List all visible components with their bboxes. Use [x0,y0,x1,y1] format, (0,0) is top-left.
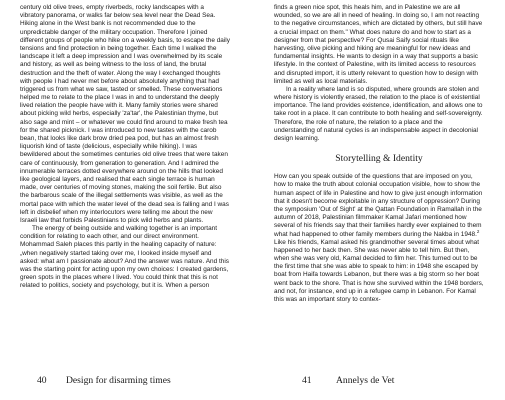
running-title: Design for disarming times [66,375,171,386]
body-paragraph: century old olive trees, empty riverbeds, rocky landscapes with a vibratory panorama, or walks far below sea level near the Dead Sea. Hiking alone in the West bank is not recommended due to the unpredictable danger of the military occupation. Therefore I joined different groups of people who hike on a weekly basis, to escape the daily tensions and find protection in being together. Each time I walked the landscape it left a deep impression and I was overwhelmed by its scale and history, as well as being witness to the loss of land, the brutal destruction and the theft of water. Along the way I exchanged thoughts with people I had never met before about absolutely anything that had triggered us from what we saw, tasted or smelled. These conversations helped me to relate to the place I was in and to understand the deeply lived relation the people have with it. Many family stories were shared about picking wild herbs, especially 'za'tar', the Palestinian thyme, but also sage and mint – or whatever we could find around to make fresh tea for the shared picknick. I was introduced to new tastes with the carob bean, that looks like dark brow dried pea pod, but has an almost fresh liquorish kind of taste (delicious, especially while hiking). I was bewildered about the sometimes centuries old olive trees that were taken care of continuously, from generation to generation. And I admired the innumerable terraces dotted everywhere around on the hills that looked like geological layers, and realised that each single terrace is human made, over centuries of moving stones, making the soil fertile. But also the barbarous scale of the illegal settlements was visible, as well as the mortal pace with which the water level of the dead sea is falling and I was left in disbelief when my interlocutors were telling me about the new Israeli law that forbids Palestinians to pick wild herbs and plants. [20,4,230,224]
page-number: 41 [302,375,312,386]
right-body-column [274,4,484,304]
page-number: 40 [37,375,47,386]
section-heading: Storytelling & Identity [335,153,423,165]
right-page [253,0,505,400]
body-paragraph: The energy of being outside and walking together is an important condition for relating to each other, and our direct environment. Mohammad Saleh places this partly in the healing capacity of nature: „when negatively started taking over me, I looked inside myself and asked: what am I passionate about? And the answer was nature. And this was the starting point for acting upon my own choices: I created gardens, green spots in the places where I lived. You could think that this is not related to politics, society and psychology, but it is. When a person [20,225,229,290]
left-body-column [20,4,230,291]
author-name: Annelys de Vet [336,375,395,386]
body-paragraph: In a reality where land is so disputed, where grounds are stolen and where history is violently erased, the relation to the place is of existential importance. The land provides existence, identification, and allows one to take root in a place. It can contribute to both healing and self-sovereignty. Therefore, the role of nature, the relation to a place and the understanding of natural cycles is an indispensable aspect in decolonial design learning. [274,85,483,142]
body-text: How can you speak outside of the questions that are imposed on you, how to make the truth about colonial occupation visible, how to show the human aspect of life in Palestine and how to give just enough information that it doesn't become exploitable in any structure of oppression? During the symposium 'Out of Sight' at the Qattan Foundation in Ramallah in the autumn of 2018, Palestinian filmmaker Kamal Jafari mentioned how several of his friends say that their families hardly ever explained to them what had happened to other family members during the Nakba in 1948. [274,173,483,238]
left-page [0,0,252,400]
footnote-marker: 2 [476,228,480,234]
body-text: Like his friends, Kamal asked his grandmother several times about what happened to her back then. She was never able to tell him. But then, when she was very old, Kamal decided to film her. This turned out to be the first time that she was able to speak to him: in 1948 she escaped by boat from Haifa towards Lebanon, but there was a big storm so her boat went back to the shore. That is how she survived within the 1948 borders, and not, for instance, end up in a refugee camp in Lebanon. For Kamal this was an important story to contex- [274,238,484,303]
body-paragraph: finds a green nice spot, this heals him, and in Palestine we are all wounded, so we are all in need of healing. In doing so, I am not reacting to the negative circumstances, which are dictated by others, but still have a crucial impact on them." What does nature do and how to start as a designer from that perspective? For Qusai Saify social rituals like harvesting, olive picking and hiking are meaningful for new ideas and fundamental insights. He wants to design in a way that supports a basic lifestyle. In the context of Palestine, with its limited access to resources and disrupted import, it is utterly relevant to question how to design with limited as well as local materials. [274,4,483,85]
body-paragraph [274,173,484,304]
